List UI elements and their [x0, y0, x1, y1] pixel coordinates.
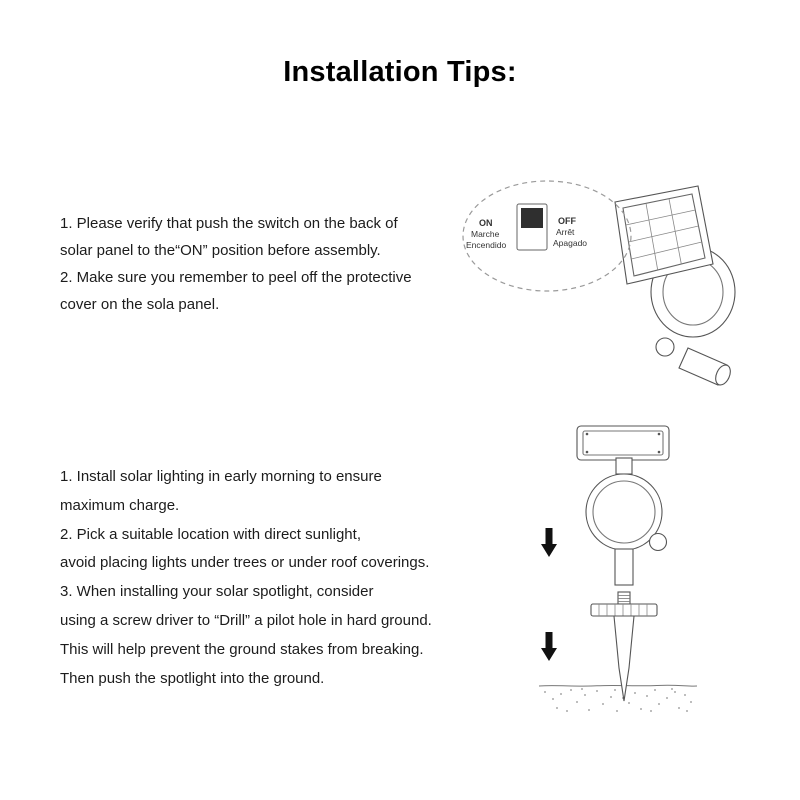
tip-line: cover on the sola panel.	[60, 296, 220, 313]
tip-line: Then push the spotlight into the ground.	[60, 669, 325, 687]
switch-label-off: OFF	[558, 216, 576, 226]
tip-line: 2. Make sure you remember to peel off the protective	[60, 269, 412, 286]
switch-label-encendido: Encendido	[466, 240, 507, 250]
tip-line: using a screw driver to “Drill” a pilot hole in hard ground.	[60, 611, 432, 629]
tip-line: 1. Install solar lighting in early morning to ensure	[60, 468, 382, 485]
spotlight-back-view	[615, 186, 735, 387]
ground-stake	[591, 592, 657, 701]
page-title: Installation Tips:	[283, 56, 517, 88]
stake-spike	[614, 616, 634, 701]
switch-label-marche: Marche	[471, 229, 500, 239]
adjust-knob	[650, 534, 667, 551]
ground-surface	[539, 685, 697, 712]
spotlight-front-view	[577, 426, 669, 585]
panel-neck	[616, 458, 632, 474]
down-arrow-icon	[541, 528, 557, 557]
tip-line: 1. Please verify that push the switch on the back of	[60, 215, 398, 232]
assembly-illustration	[527, 418, 707, 730]
down-arrow-icon	[541, 632, 557, 661]
switch-label-apagado: Apagado	[553, 238, 588, 248]
tips-section-2	[60, 463, 432, 693]
mount-tube	[615, 549, 633, 585]
soil-dots	[544, 688, 692, 712]
stake-screw	[618, 592, 630, 604]
tip-line: maximum charge.	[60, 496, 180, 514]
switch-callout	[463, 181, 631, 291]
on-off-switch	[517, 204, 547, 250]
tip-line: 3. When installing your solar spotlight, consider	[60, 583, 374, 601]
switch-label-on: ON	[479, 218, 493, 228]
switch-label-arret: Arrêt	[556, 227, 575, 237]
switch-callout-illustration	[455, 172, 765, 402]
tips-section-1	[60, 210, 412, 318]
tip-line: solar panel to the“ON” position before assembly.	[60, 242, 381, 259]
adjust-knob	[656, 338, 674, 356]
tip-line: avoid placing lights under trees or under roof coverings.	[60, 554, 430, 572]
tip-line: This will help prevent the ground stakes from breaking.	[60, 640, 424, 658]
tip-line: 2. Pick a suitable location with direct sunlight,	[60, 525, 361, 543]
